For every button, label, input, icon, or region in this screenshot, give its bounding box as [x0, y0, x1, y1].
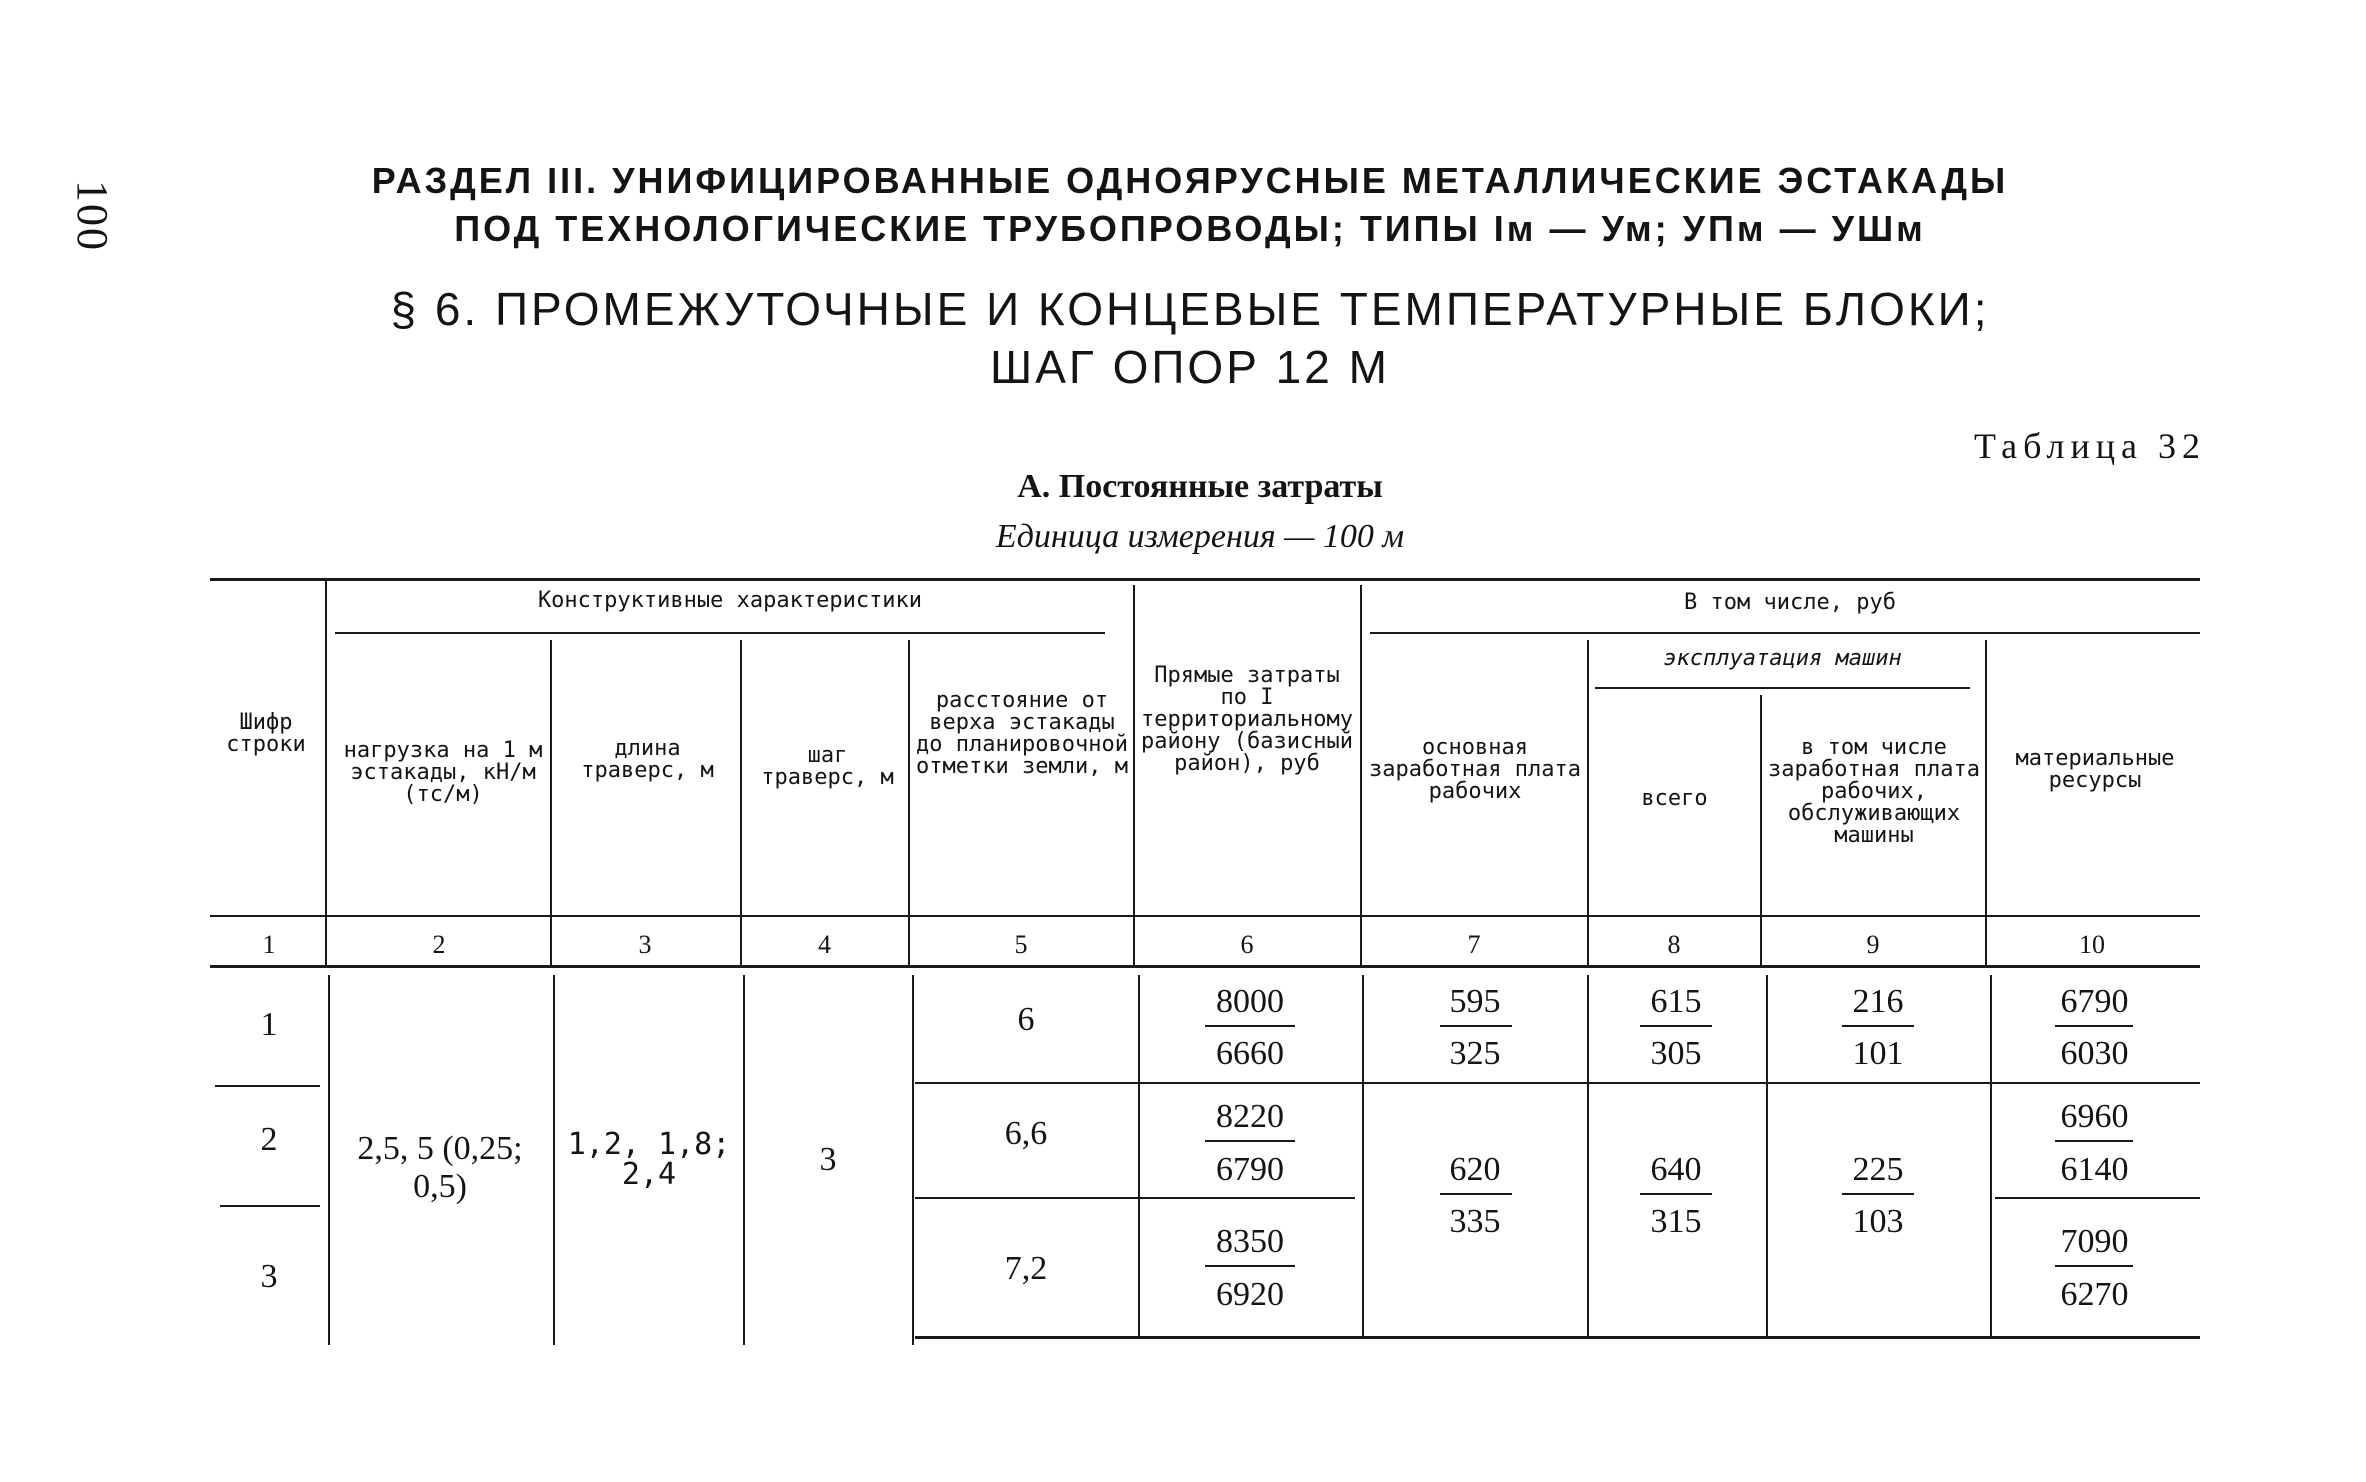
header-constructive: Конструктивные характеристики	[537, 588, 923, 613]
rule-row1	[915, 1082, 2200, 1084]
fraction-bar	[1205, 1265, 1295, 1267]
vline-8	[1760, 695, 1762, 965]
col-num-1: 1	[262, 930, 276, 959]
distance-2: 6,6	[1004, 1115, 1048, 1152]
fraction-bar	[1640, 1193, 1712, 1195]
fraction-bar	[2055, 1025, 2133, 1027]
incl-wages-23-top: 225	[1852, 1151, 1904, 1188]
vline-body-2	[553, 975, 555, 1345]
materials-3-top: 7090	[2060, 1223, 2129, 1260]
header-direct: Прямые затраты по I территориальному району (базисный район), руб	[1141, 663, 1353, 776]
fraction-bar	[2055, 1140, 2133, 1142]
row-code-3: 3	[260, 1258, 278, 1295]
table-subtitle: А. Постоянные затраты	[1017, 468, 1383, 505]
units-caption: Единица измерения — 100 м	[995, 518, 1405, 555]
paragraph-title-line1: § 6. ПРОМЕЖУТОЧНЫЕ И КОНЦЕВЫЕ ТЕМПЕРАТУРНЫЕ БЛОКИ;	[390, 283, 1990, 335]
vline-body-3	[743, 975, 745, 1345]
total-1-top: 615	[1650, 983, 1702, 1020]
paragraph-title-line2: ШАГ ОПОР 12 М	[990, 341, 1390, 393]
rule-row2-a	[915, 1197, 1355, 1199]
rule-constructive	[335, 632, 1105, 634]
vline-2	[550, 640, 552, 965]
vline-body-6	[1362, 975, 1364, 1337]
section-title-line1: РАЗДЕЛ III. УНИФИЦИРОВАННЫЕ ОДНОЯРУСНЫЕ МЕТАЛЛИЧЕСКИЕ ЭСТАКАДЫ	[371, 160, 2009, 201]
rule-header-bottom	[210, 915, 2200, 917]
fraction-bar	[2055, 1265, 2133, 1267]
col-num-3: 3	[638, 930, 652, 959]
header-total: всего	[1641, 786, 1708, 811]
materials-1-top: 6790	[2060, 983, 2129, 1020]
header-length: длина траверс, м	[581, 736, 714, 783]
rule-machines	[1595, 687, 1970, 689]
vline-body-7	[1587, 975, 1589, 1337]
vline-body-1	[328, 975, 330, 1345]
fraction-bar	[1205, 1025, 1295, 1027]
section-title-line2: ПОД ТЕХНОЛОГИЧЕСКИЕ ТРУБОПРОВОДЫ; ТИПЫ Iм — Ум; УПм — УШм	[454, 208, 1926, 249]
vline-9	[1985, 640, 1987, 965]
header-load: нагрузка на 1 м эстакады, кН/м (тс/м)	[343, 738, 543, 807]
vline-4	[908, 640, 910, 965]
length-value: 1,2, 1,8; 2,4	[567, 1127, 731, 1192]
row-code-1: 1	[260, 1006, 278, 1043]
rule-including	[1370, 632, 2200, 634]
direct-2-bottom: 6790	[1216, 1151, 1284, 1188]
rule-row2-b	[1995, 1197, 2200, 1199]
rule-row1-code	[215, 1085, 320, 1087]
fraction-bar	[1205, 1140, 1295, 1142]
col-num-5: 5	[1014, 930, 1028, 959]
wages-23-bottom: 335	[1449, 1203, 1501, 1240]
distance-3: 7,2	[1004, 1250, 1048, 1287]
vline-6	[1360, 585, 1362, 965]
distance-1: 6	[1017, 1001, 1035, 1038]
fraction-bar	[1640, 1025, 1712, 1027]
direct-2-top: 8220	[1216, 1098, 1284, 1135]
load-value: 2,5, 5 (0,25; 0,5)	[357, 1130, 523, 1205]
wages-1-top: 595	[1449, 983, 1501, 1020]
table-top-rule	[210, 578, 2200, 581]
fraction-bar	[1440, 1025, 1512, 1027]
page-number: 100	[68, 180, 117, 252]
col-num-4: 4	[818, 930, 831, 959]
incl-wages-1-bottom: 101	[1852, 1035, 1904, 1072]
header-materials: материальные ресурсы	[2015, 746, 2175, 793]
col-num-2: 2	[432, 930, 446, 959]
materials-1-bottom: 6030	[2060, 1035, 2129, 1072]
wages-1-bottom: 325	[1449, 1035, 1501, 1072]
header-wages: основная заработная плата рабочих	[1369, 735, 1581, 804]
total-1-bottom: 305	[1650, 1035, 1702, 1072]
direct-1-bottom: 6660	[1216, 1035, 1284, 1072]
direct-1-top: 8000	[1216, 983, 1284, 1020]
rule-column-numbers	[210, 965, 2200, 968]
header-incl-wages: в том числе заработная плата рабочих, обслуживающих машины	[1768, 735, 1980, 848]
direct-3-bottom: 6920	[1216, 1276, 1284, 1313]
step-value: 3	[819, 1141, 837, 1178]
col-num-10: 10	[2079, 930, 2105, 959]
direct-3-top: 8350	[1216, 1223, 1284, 1260]
col-num-7: 7	[1467, 930, 1481, 959]
wages-23-top: 620	[1449, 1151, 1501, 1188]
vline-3	[740, 640, 742, 965]
materials-3-bottom: 6270	[2060, 1276, 2129, 1313]
rule-row2-code	[220, 1205, 320, 1207]
fraction-bar	[1842, 1025, 1914, 1027]
col-num-8: 8	[1667, 930, 1681, 959]
materials-2-bottom: 6140	[2060, 1151, 2129, 1188]
total-23-top: 640	[1650, 1151, 1702, 1188]
table-bottom-rule	[915, 1336, 2200, 1339]
row-code-2: 2	[260, 1121, 278, 1158]
vline-5	[1133, 585, 1135, 965]
header-distance: расстояние от верха эстакады до планировочной отметки земли, м	[916, 688, 1128, 779]
total-23-bottom: 315	[1650, 1203, 1702, 1240]
vline-body-4	[912, 975, 914, 1345]
header-including: В том числе, руб	[1684, 590, 1896, 615]
vline-1	[325, 580, 327, 965]
header-code: Шифр строки	[226, 710, 306, 757]
materials-2-top: 6960	[2060, 1098, 2129, 1135]
fraction-bar	[1440, 1193, 1512, 1195]
vline-7	[1587, 640, 1589, 965]
header-machines: эксплуатация машин	[1663, 646, 1902, 671]
fraction-bar	[1842, 1193, 1914, 1195]
table-label: Таблица 32	[1974, 426, 2206, 466]
col-num-6: 6	[1240, 930, 1254, 959]
header-step: шаг траверс, м	[761, 743, 894, 790]
incl-wages-23-bottom: 103	[1852, 1203, 1904, 1240]
incl-wages-1-top: 216	[1852, 983, 1904, 1020]
col-num-9: 9	[1866, 930, 1880, 959]
